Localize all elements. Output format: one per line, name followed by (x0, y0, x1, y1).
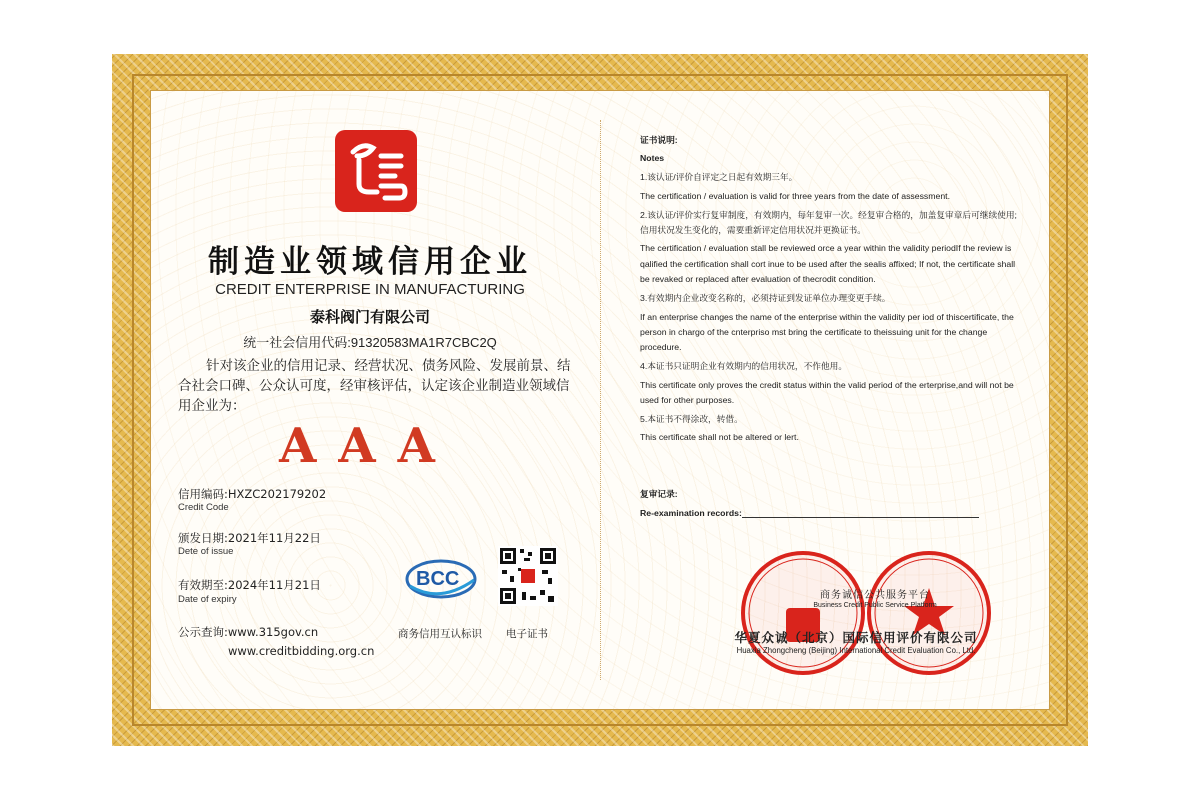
note-4-cn: 4.本证书只证明企业有效期内的信用状况，不作他用。 (640, 361, 848, 372)
bcc-logo-text: BCC (416, 568, 460, 590)
reexam-label-en: Re-examination records: (640, 508, 742, 518)
social-credit-code: 统一社会信用代码:91320583MA1R7CBC2Q (243, 335, 497, 350)
notes-title: 证书说明: (640, 135, 678, 145)
note-1-cn: 1.该认证/评价自评定之日起有效期三年。 (640, 172, 798, 183)
qr-code-icon[interactable] (498, 546, 558, 606)
note-2-en: The certification / evaluation stall be reviewed orce a year within the validity periodIf the review is qalified the certification shall cort inue to be used after the sealis affixed; If not, the certificate shall be revaked or replaced after evaluation of thecrodit condition. (640, 243, 1016, 285)
credit-logo-icon (335, 130, 417, 212)
note-2-cn: 2.该认证/评价实行复审制度，有效期内，每年复审一次。经复审合格的，加盖复审章后可继续使用;信用状况发生变化的，需要重新评定信用状况并更换证书。 (640, 209, 1017, 236)
certificate-notes (640, 133, 1025, 449)
platform-seal-icon (738, 548, 868, 678)
credit-grade: AAA (279, 418, 457, 474)
certificate-title-en: CREDIT ENTERPRISE IN MANUFACTURING (215, 281, 525, 298)
company-seal-icon (864, 548, 994, 678)
platform-name-en: Business Credit Public Service Platform (813, 602, 937, 609)
note-1-en: The certification / evaluation is valid for three years from the date of assessment. (640, 190, 951, 201)
bcc-logo-icon (404, 556, 478, 602)
certificate-title: 制造业领域信用企业 (208, 244, 532, 280)
certification-statement: 针对该企业的信用记录、经营状况、债务风险、发展前景、结合社会口碑、公众认可度，经审核评估，认定该企业制造业领域信用企业为： (178, 358, 571, 414)
expiry-date: 有效期至:2024年11月21日 (178, 578, 321, 592)
note-5-en: This certificate shall not be altered or lert. (640, 432, 799, 443)
note-3-cn: 3.有效期内企业改变名称的，必须持证到发证单位办理变更手续。 (640, 293, 891, 304)
reexam-signature-line (742, 508, 979, 518)
issuer-name: 华夏众诚（北京）国际信用评价有限公司 (734, 630, 978, 645)
note-5-cn: 5.本证书不得涂改，转借。 (640, 414, 743, 424)
bcc-caption: 商务信用互认标识 (398, 628, 482, 640)
query-website-2[interactable]: www.creditbidding.org.cn (228, 644, 375, 658)
credit-code-label: 信用编码:HXZC202179202 (178, 487, 327, 501)
notes-title-en: Notes (640, 153, 665, 164)
note-4-en: This certificate only proves the credit status within the valid period of the erterprise,and will not be used for other purposes. (640, 379, 1014, 406)
issuer-name-en: Huaxia Zhongcheng (Beijing) International Credit Evaluation Co., Ltd. (736, 646, 976, 655)
credit-code-label-en: Credit Code (178, 502, 229, 513)
company-name: 泰科阀门有限公司 (309, 308, 430, 326)
note-3-en: If an enterprise changes the name of the enterprise within the validity per iod of thiscertificate, the person in chargo of the cnterpriso mst bring the certificate to theissuing unit for the change procedure. (640, 311, 1014, 353)
reexam-label: 复审记录: (640, 489, 678, 499)
platform-name: 商务诚信公共服务平台 (820, 590, 930, 601)
reexamination-section (640, 488, 1025, 518)
expiry-date-label-en: Date of expiry (178, 594, 237, 605)
query-website[interactable]: 公示查询:www.315gov.cn (178, 625, 319, 639)
column-divider (600, 120, 601, 680)
issue-date-label-en: Dete of issue (178, 546, 234, 557)
issue-date: 颁发日期:2021年11月22日 (178, 531, 321, 545)
qr-caption: 电子证书 (506, 628, 548, 640)
